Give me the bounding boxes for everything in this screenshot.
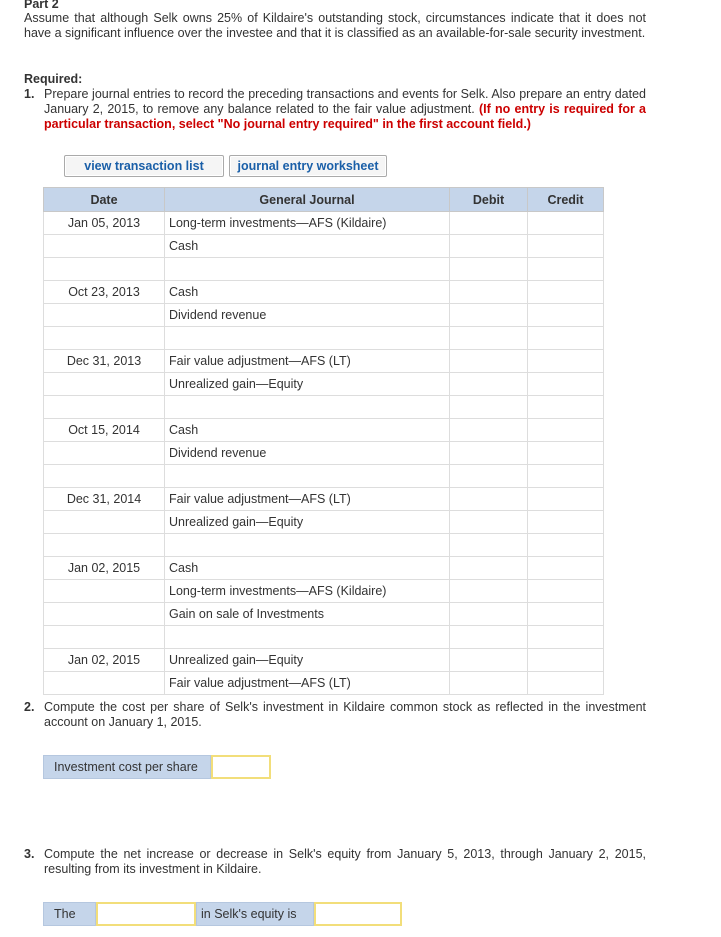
credit-field[interactable] — [528, 281, 604, 304]
debit-field[interactable] — [450, 488, 528, 511]
journal-row — [44, 442, 604, 465]
general-journal-header: General Journal — [165, 188, 450, 212]
journal-row — [44, 373, 604, 396]
credit-field[interactable] — [528, 350, 604, 373]
debit-field[interactable] — [450, 419, 528, 442]
debit-field[interactable] — [450, 465, 528, 488]
journal-row — [44, 350, 604, 373]
journal-row — [44, 557, 604, 580]
credit-field[interactable] — [528, 603, 604, 626]
account-field[interactable]: Unrealized gain—Equity — [165, 649, 450, 672]
credit-header: Credit — [528, 188, 604, 212]
journal-date-cell — [44, 534, 165, 557]
account-field[interactable]: Unrealized gain—Equity — [165, 373, 450, 396]
journal-date-cell: Jan 02, 2015 — [44, 557, 165, 580]
debit-field[interactable] — [450, 626, 528, 649]
credit-field[interactable] — [528, 649, 604, 672]
journal-date-cell — [44, 235, 165, 258]
journal-date-cell — [44, 580, 165, 603]
in-selks-equity-label: in Selk's equity is — [196, 902, 314, 926]
journal-table — [43, 187, 604, 695]
account-field[interactable] — [165, 258, 450, 281]
journal-date-cell — [44, 511, 165, 534]
journal-row — [44, 281, 604, 304]
credit-field[interactable] — [528, 580, 604, 603]
question-3 — [24, 847, 646, 877]
account-field[interactable]: Cash — [165, 235, 450, 258]
journal-date-cell: Oct 23, 2013 — [44, 281, 165, 304]
debit-field[interactable] — [450, 672, 528, 695]
question-1-note: (If no entry is required for a particular transaction, select "No journal entry required" in the first account field.) — [44, 102, 646, 131]
debit-field[interactable] — [450, 557, 528, 580]
journal-row — [44, 258, 604, 281]
credit-field[interactable] — [528, 327, 604, 350]
investment-cost-input[interactable] — [211, 755, 271, 779]
journal-row — [44, 212, 604, 235]
investment-cost-label: Investment cost per share — [43, 755, 211, 779]
journal-row — [44, 534, 604, 557]
debit-field[interactable] — [450, 649, 528, 672]
equity-amount-input[interactable] — [314, 902, 402, 926]
journal-row — [44, 327, 604, 350]
credit-field[interactable] — [528, 672, 604, 695]
question-2-number: 2. — [24, 700, 35, 714]
credit-field[interactable] — [528, 373, 604, 396]
journal-date-cell: Oct 15, 2014 — [44, 419, 165, 442]
question-1-text: Prepare journal entries to record the preceding transactions and events for Selk. Also prepare an entry dated January 2, 2015, to remove any balance related to the fair value adjustment. — [44, 87, 646, 116]
the-label: The — [43, 902, 96, 926]
journal-date-cell — [44, 603, 165, 626]
credit-field[interactable] — [528, 488, 604, 511]
account-field[interactable]: Long-term investments—AFS (Kildaire) — [165, 580, 450, 603]
journal-row — [44, 488, 604, 511]
required-heading: Required: — [24, 72, 83, 86]
journal-date-cell: Dec 31, 2014 — [44, 488, 165, 511]
journal-date-cell — [44, 327, 165, 350]
journal-row — [44, 511, 604, 534]
question-2-text: Compute the cost per share of Selk's investment in Kildaire common stock as reflected in the investment account on January 1, 2015. — [44, 700, 646, 729]
account-field[interactable] — [165, 626, 450, 649]
journal-date-cell: Jan 05, 2013 — [44, 212, 165, 235]
journal-date-cell: Dec 31, 2013 — [44, 350, 165, 373]
question-1-number: 1. — [24, 87, 35, 101]
journal-row — [44, 396, 604, 419]
journal-date-cell: Jan 02, 2015 — [44, 649, 165, 672]
account-field[interactable] — [165, 534, 450, 557]
account-field[interactable] — [165, 327, 450, 350]
debit-header: Debit — [450, 188, 528, 212]
question-3-number: 3. — [24, 847, 35, 861]
journal-row — [44, 649, 604, 672]
credit-field[interactable] — [528, 442, 604, 465]
account-field[interactable] — [165, 465, 450, 488]
credit-field[interactable] — [528, 396, 604, 419]
journal-entry-worksheet-button[interactable]: journal entry worksheet — [229, 155, 387, 177]
debit-field[interactable] — [450, 327, 528, 350]
account-field[interactable]: Fair value adjustment—AFS (LT) — [165, 350, 450, 373]
debit-field[interactable] — [450, 304, 528, 327]
date-header: Date — [44, 188, 165, 212]
debit-field[interactable] — [450, 442, 528, 465]
question-3-text: Compute the net increase or decrease in Selk's equity from January 5, 2013, through January 2, 2015, resulting from its investment in Kildaire. — [44, 847, 646, 876]
account-field[interactable]: Dividend revenue — [165, 304, 450, 327]
credit-field[interactable] — [528, 465, 604, 488]
debit-field[interactable] — [450, 281, 528, 304]
account-field[interactable]: Long-term investments—AFS (Kildaire) — [165, 212, 450, 235]
credit-field[interactable] — [528, 212, 604, 235]
credit-field[interactable] — [528, 557, 604, 580]
credit-field[interactable] — [528, 626, 604, 649]
account-field[interactable] — [165, 396, 450, 419]
debit-field[interactable] — [450, 534, 528, 557]
equity-direction-select[interactable] — [96, 902, 196, 926]
debit-field[interactable] — [450, 396, 528, 419]
journal-date-cell — [44, 442, 165, 465]
view-transaction-list-button[interactable]: view transaction list — [64, 155, 224, 177]
journal-row — [44, 626, 604, 649]
debit-field[interactable] — [450, 511, 528, 534]
debit-field[interactable] — [450, 373, 528, 396]
credit-field[interactable] — [528, 534, 604, 557]
journal-date-cell — [44, 373, 165, 396]
debit-field[interactable] — [450, 580, 528, 603]
journal-row — [44, 419, 604, 442]
question-1 — [24, 87, 646, 132]
credit-field[interactable] — [528, 304, 604, 327]
account-field[interactable]: Cash — [165, 419, 450, 442]
question-2 — [24, 700, 646, 730]
journal-date-cell — [44, 304, 165, 327]
journal-row — [44, 235, 604, 258]
account-field[interactable]: Cash — [165, 281, 450, 304]
credit-field[interactable] — [528, 258, 604, 281]
journal-date-cell — [44, 396, 165, 419]
part-title: Part 2 — [24, 0, 59, 11]
account-field[interactable]: Fair value adjustment—AFS (LT) — [165, 672, 450, 695]
journal-row — [44, 603, 604, 626]
journal-row — [44, 672, 604, 695]
debit-field[interactable] — [450, 350, 528, 373]
debit-field[interactable] — [450, 235, 528, 258]
credit-field[interactable] — [528, 511, 604, 534]
account-field[interactable]: Cash — [165, 557, 450, 580]
account-field[interactable]: Gain on sale of Investments — [165, 603, 450, 626]
debit-field[interactable] — [450, 258, 528, 281]
account-field[interactable]: Dividend revenue — [165, 442, 450, 465]
account-field[interactable]: Unrealized gain—Equity — [165, 511, 450, 534]
account-field[interactable]: Fair value adjustment—AFS (LT) — [165, 488, 450, 511]
journal-date-cell — [44, 258, 165, 281]
credit-field[interactable] — [528, 419, 604, 442]
journal-date-cell — [44, 672, 165, 695]
debit-field[interactable] — [450, 603, 528, 626]
journal-row — [44, 580, 604, 603]
debit-field[interactable] — [450, 212, 528, 235]
journal-row — [44, 304, 604, 327]
journal-date-cell — [44, 465, 165, 488]
intro-text: Assume that although Selk owns 25% of Kildaire's outstanding stock, circumstances indicate that it does not have a significant influence over the investee and that it is classified as an available-for-sale security investment. — [24, 11, 646, 40]
journal-date-cell — [44, 626, 165, 649]
credit-field[interactable] — [528, 235, 604, 258]
journal-row — [44, 465, 604, 488]
